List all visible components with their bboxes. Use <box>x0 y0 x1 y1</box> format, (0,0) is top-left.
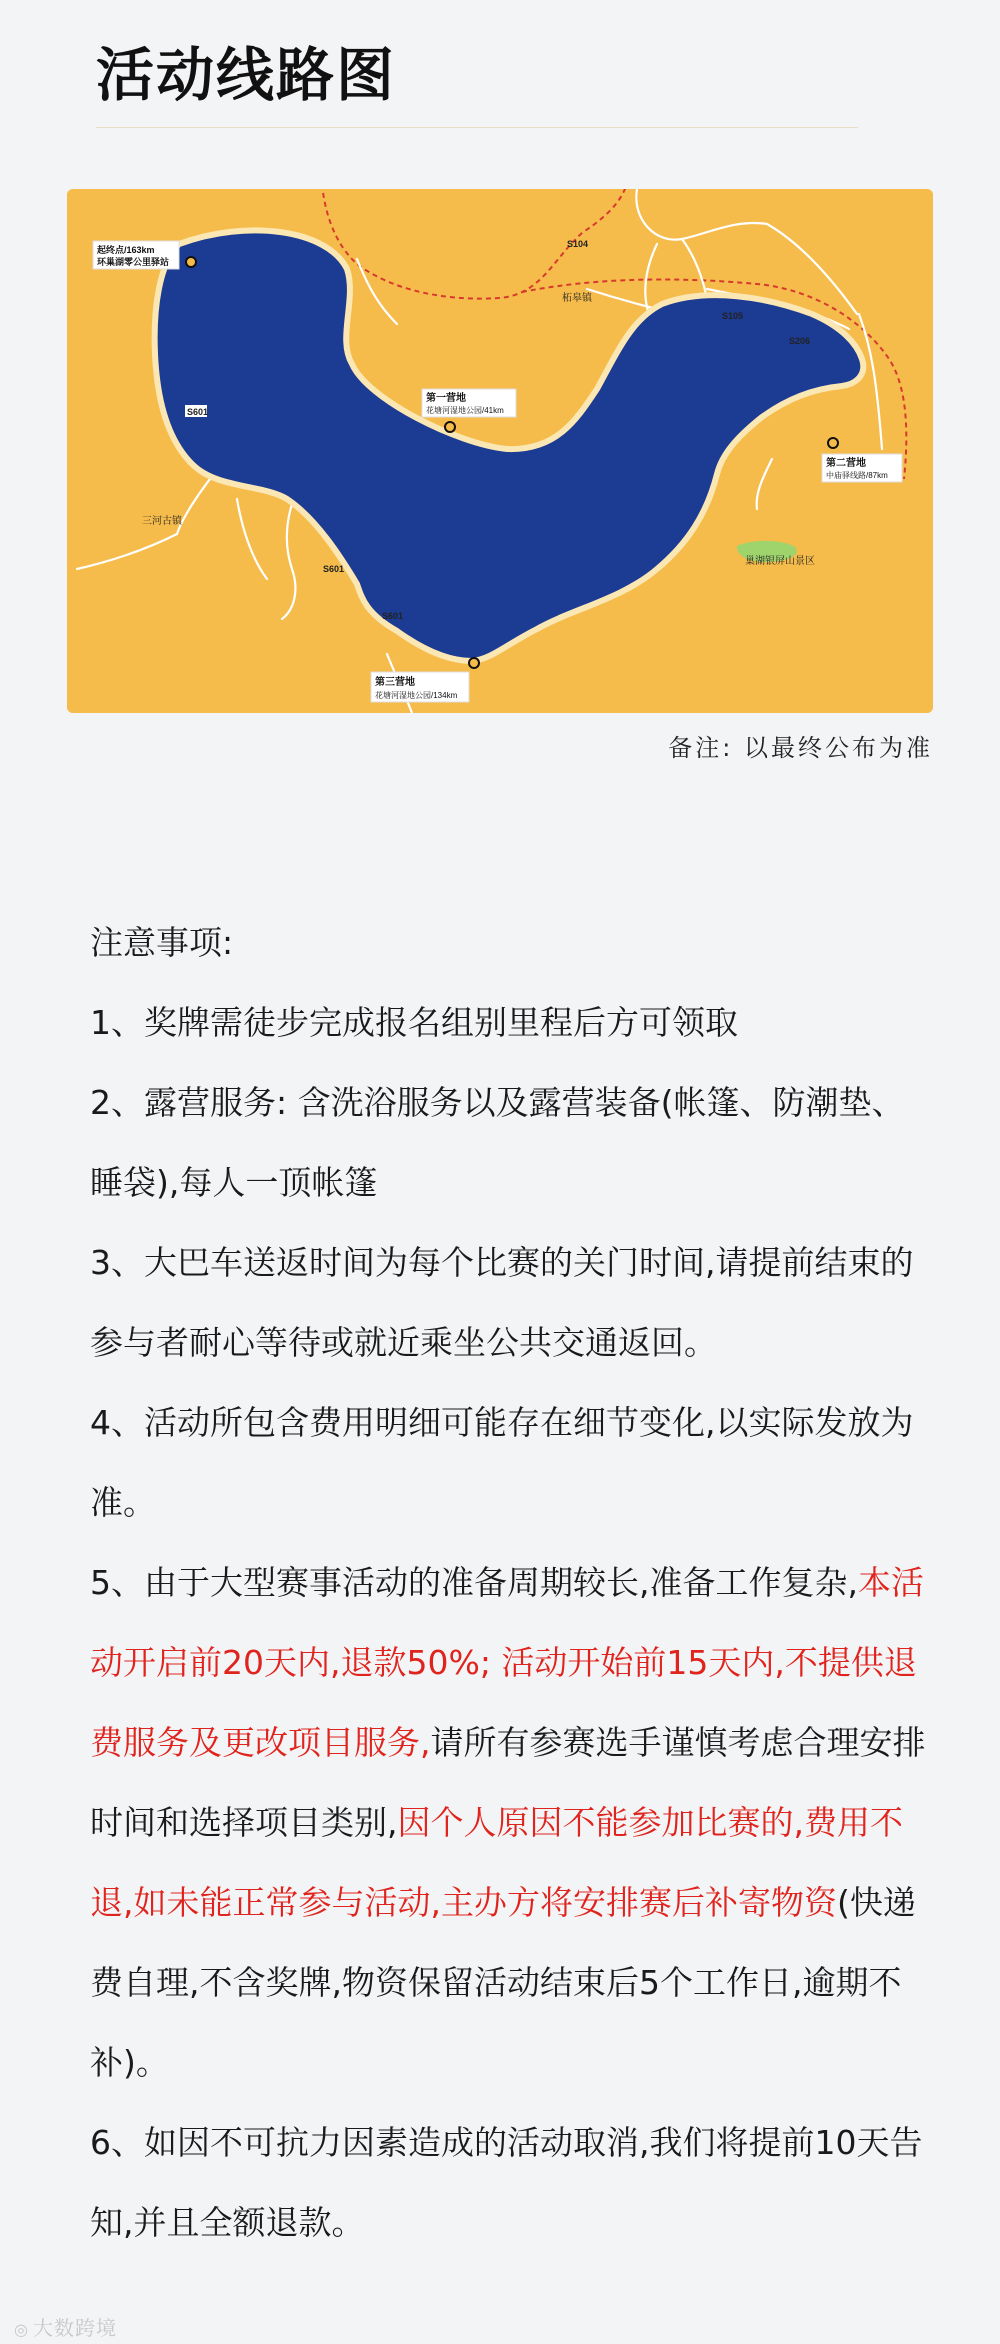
place-label: 巢湖银屏山景区 <box>745 556 815 567</box>
note-item-3: 3、大巴车送返时间为每个比赛的关门时间,请提前结束的参与者耐心等待或就近乘坐公共交通返回。 <box>90 1243 914 1362</box>
start-point-title: 起终点/163km <box>97 245 155 255</box>
road-label: S601 <box>187 407 209 417</box>
note-item-1: 1、奖牌需徒步完成报名组别里程后方可领取 <box>90 1003 738 1042</box>
watermark <box>14 2312 117 2341</box>
map-pin-icon <box>828 438 838 448</box>
place-label: 三河古镇 <box>142 516 182 527</box>
title-divider <box>96 127 858 128</box>
camp2-sub: 中庙驿线路/87km <box>826 471 888 480</box>
note-item-5 <box>90 1543 930 2103</box>
road-label: S206 <box>789 336 811 346</box>
watermark-text: 大数跨境 <box>32 2316 117 2340</box>
map-pin-icon <box>186 257 196 267</box>
map-note: 备注: 以最终公布为准 <box>668 734 933 762</box>
page-title: 活动线路图 <box>96 41 397 109</box>
note-item-4: 4、活动所包含费用明细可能存在细节变化,以实际发放为准。 <box>90 1403 914 1522</box>
map-pin-icon <box>445 422 455 432</box>
notes-section <box>90 903 930 2263</box>
camp3-sub: 花塘河湿地公园/134km <box>375 691 458 700</box>
camp3-title: 第三营地 <box>375 677 415 688</box>
note-item-5-part5: (快递费自理,不含奖牌,物资保留活动结束后5个工作日,逾期不补)。 <box>90 1883 916 2082</box>
road-label: S105 <box>722 311 744 321</box>
notes-heading: 注意事项: <box>90 923 234 962</box>
note-item-2: 2、露营服务: 含洗浴服务以及露营装备(帐篷、防潮垫、睡袋),每人一顶帐篷 <box>90 1083 905 1202</box>
map-pin-icon <box>469 658 479 668</box>
road-label: S601 <box>323 564 345 574</box>
note-item-5-part3: 请所有参赛选手谨慎考虑合理安排时间和选择项目类别, <box>90 1723 926 1842</box>
place-label: 柘皋镇 <box>562 293 592 304</box>
road-label: S601 <box>382 611 404 621</box>
camp2-title: 第二营地 <box>826 458 866 469</box>
camera-icon: ◎ <box>14 2320 29 2339</box>
no-refund-text: 因个人原因不能参加比赛的,费用不退,如未能正常参与活动,主办方将安排赛后补寄物资 <box>90 1803 903 1922</box>
camp1-sub: 花塘河湿地公园/41km <box>426 406 504 415</box>
note-item-5-part1: 5、由于大型赛事活动的准备周期较长,准备工作复杂, <box>90 1563 858 1602</box>
start-point-sub: 环巢湖零公里驿站 <box>97 257 170 267</box>
place-label: 中导镇 <box>717 481 747 492</box>
refund-policy-text: 本活动开启前20天内,退款50%; 活动开始前15天内,不提供退费服务及更改项目服务, <box>90 1563 924 1762</box>
camp1-title: 第一营地 <box>426 393 466 404</box>
route-map <box>67 189 933 713</box>
note-item-6: 6、如因不可抗力因素造成的活动取消,我们将提前10天告知,并且全额退款。 <box>90 2123 923 2242</box>
road-label: S104 <box>567 239 589 249</box>
